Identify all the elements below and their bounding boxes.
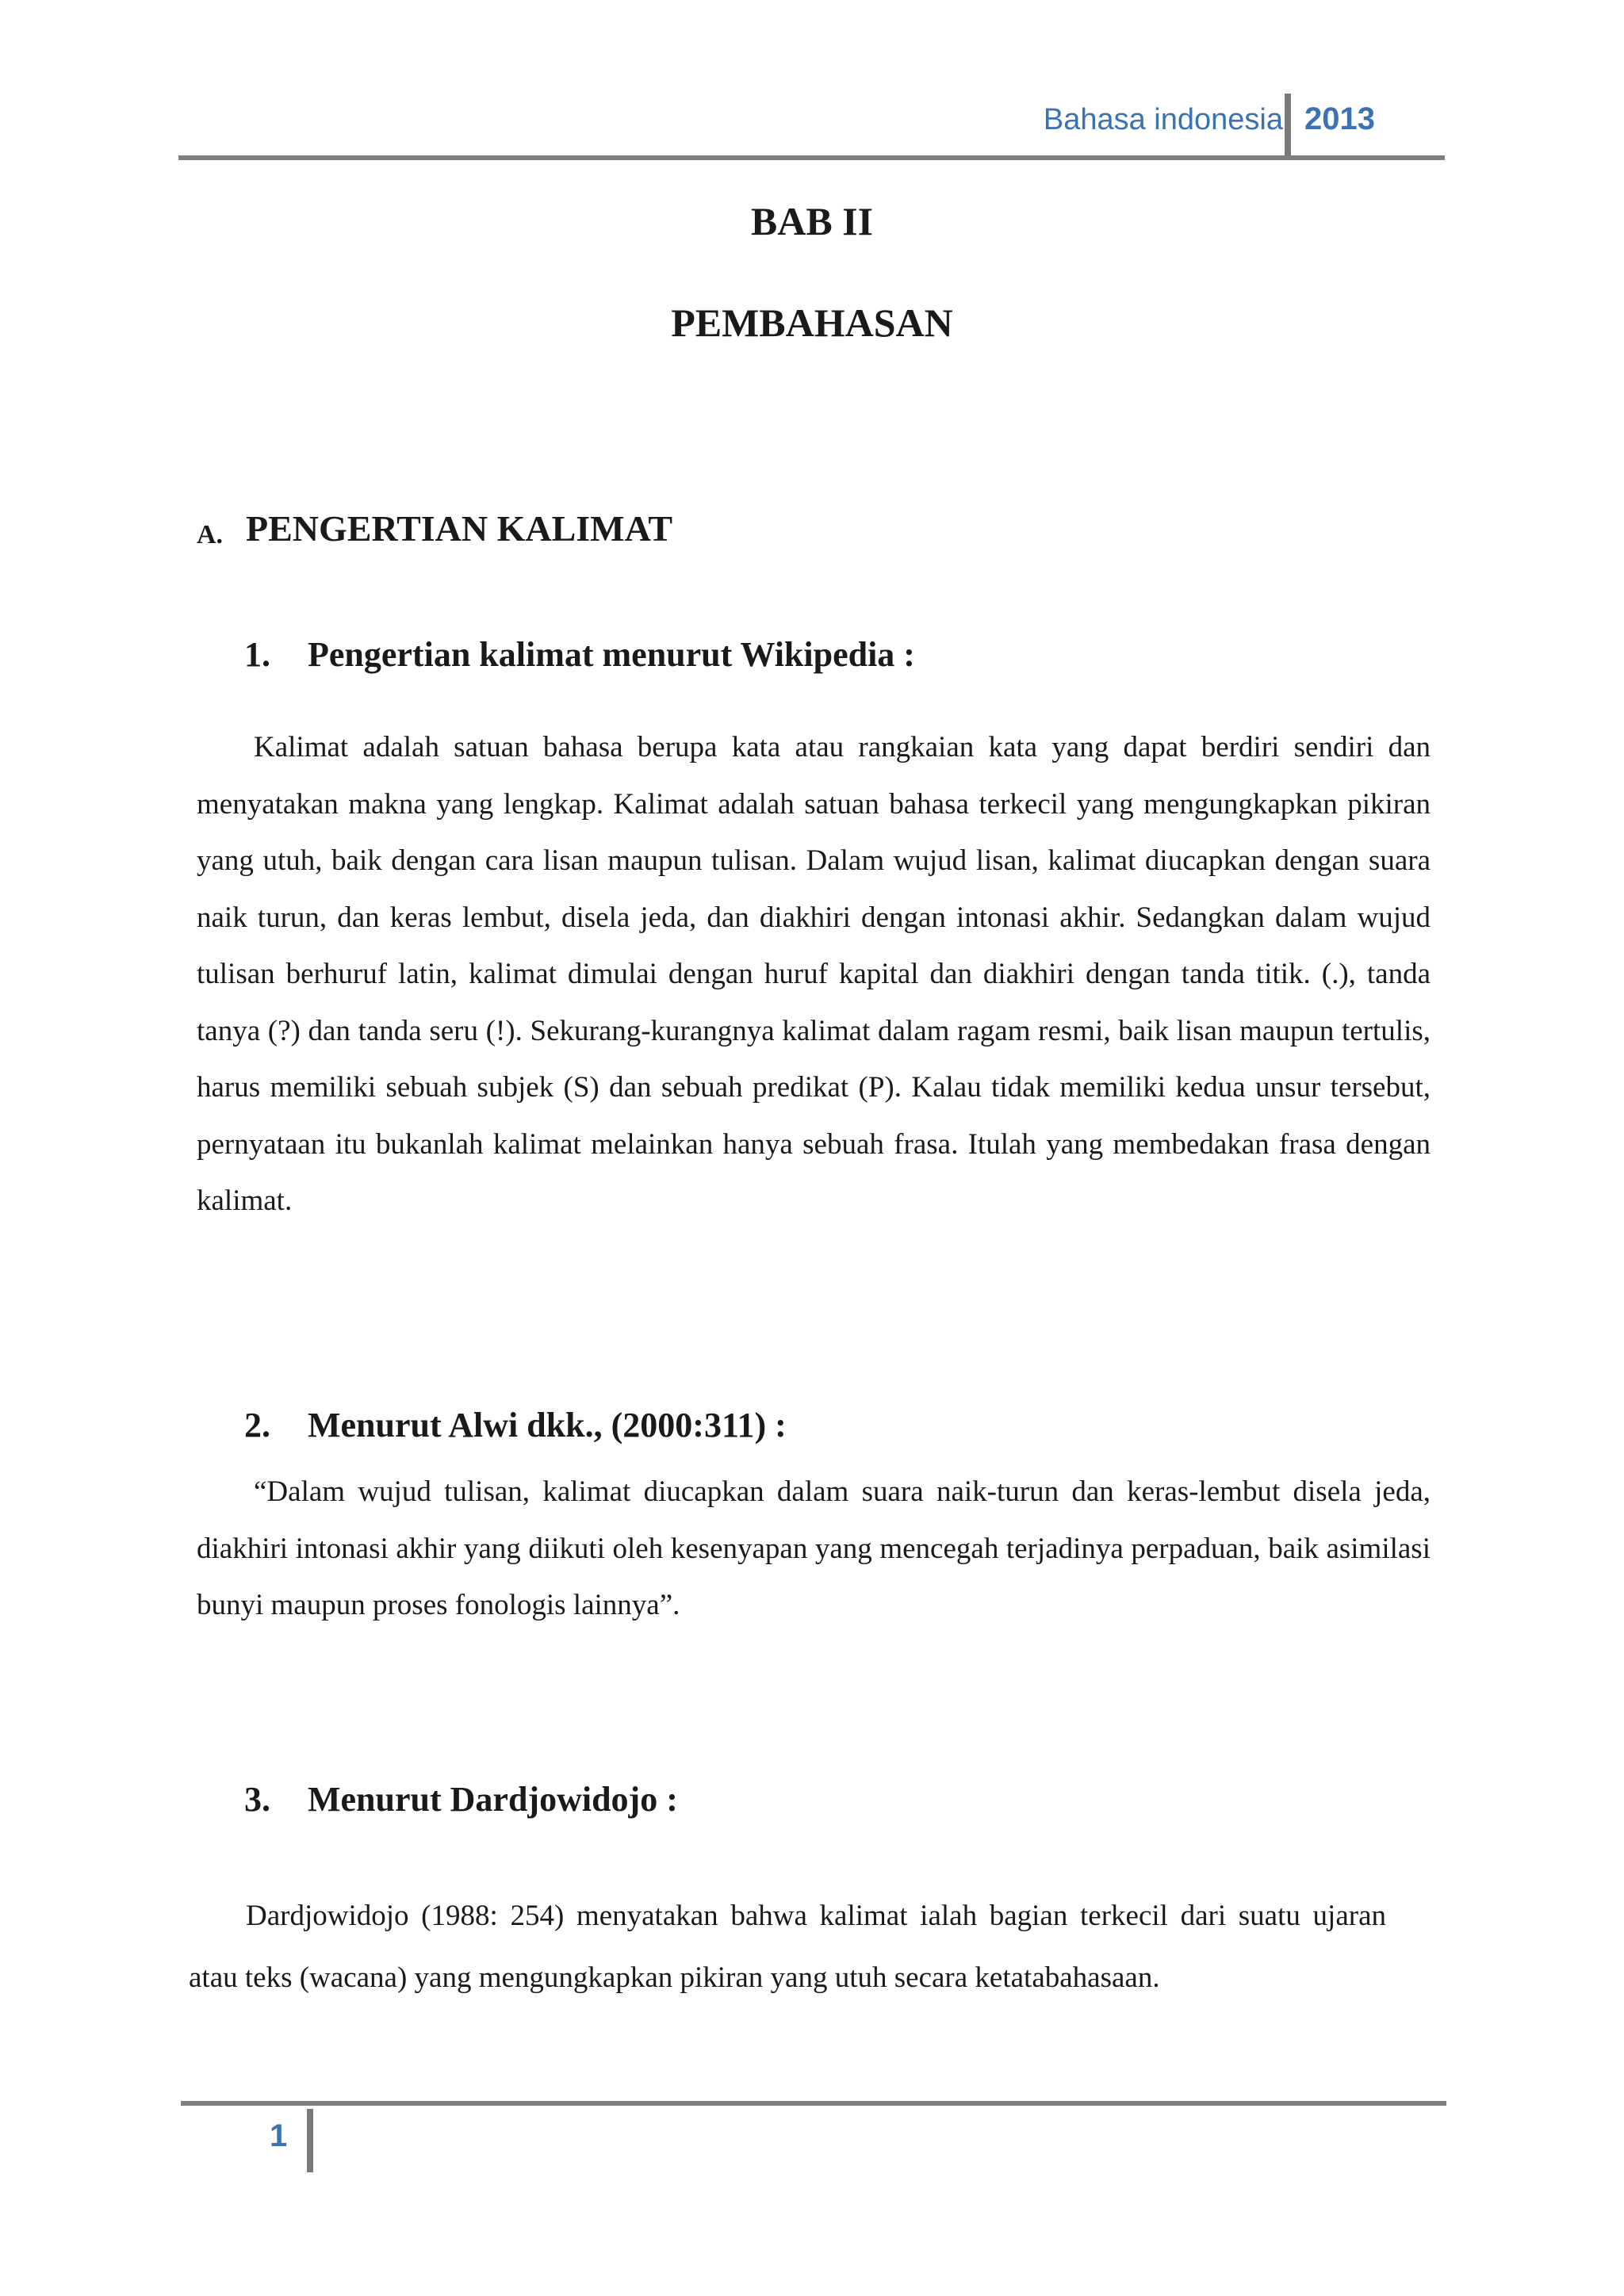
section-letter: A.: [197, 520, 224, 549]
header-rule: [178, 155, 1445, 160]
chapter-title: PEMBAHASAN: [671, 300, 953, 345]
subsection-1-paragraph: Kalimat adalah satuan bahasa berupa kata atau rangkaian kata yang dapat berdiri sendiri dan menyatakan makna yang lengkap. Kalimat adalah satuan bahasa terkecil yang mengungkapkan pikiran yang utuh, baik dengan cara lisan maupun tulisan. Dalam wujud lisan, kalimat diucapkan dengan suara naik turun, dan keras lembut, disela jeda, dan diakhiri dengan intonasi akhir. Sedangkan dalam wujud tulisan berhuruf latin, kalimat dimulai dengan huruf kapital dan diakhiri dengan tanda titik. (.), tanda tanya (?) dan tanda seru (!). Sekurang-kurangnya kalimat dalam ragam resmi, baik lisan maupun tertulis, harus memiliki sebuah subjek (S) dan sebuah predikat (P). Kalau tidak memiliki kedua unsur tersebut, pernyataan itu bukanlah kalimat melainkan hanya sebuah frasa. Itulah yang membedakan frasa dengan kalimat.: [197, 731, 1431, 1217]
subsection-1-number: 1.: [244, 635, 270, 674]
chapter-number: BAB II: [750, 199, 874, 243]
header-year: 2013: [1304, 101, 1375, 136]
section-title: PENGERTIAN KALIMAT: [246, 508, 673, 549]
page-number: 1: [270, 2118, 288, 2153]
subsection-3-number: 3.: [244, 1780, 270, 1819]
subsection-2-title: Menurut Alwi dkk., (2000:311) :: [308, 1406, 787, 1445]
header-divider: [1285, 94, 1291, 157]
subsection-2-number: 2.: [244, 1406, 270, 1445]
header-course-title: Bahasa indonesia: [1043, 103, 1283, 136]
subsection-3-title: Menurut Dardjowidojo :: [308, 1780, 678, 1819]
subsection-2-paragraph: “Dalam wujud tulisan, kalimat diucapkan dalam suara naik-turun dan keras-lembut disela jeda, diakhiri intonasi akhir yang diikuti oleh kesenyapan yang mencegah terjadinya perpaduan, baik asimilasi bunyi maupun proses fonologis lainnya”.: [197, 1475, 1431, 1621]
footer-divider: [307, 2109, 313, 2172]
subsection-3-paragraph: Dardjowidojo (1988: 254) menyatakan bahwa kalimat ialah bagian terkecil dari suatu ujaran atau teks (wacana) yang mengungkapkan pikiran yang utuh secara ketatabahasaan.: [189, 1900, 1386, 1994]
footer-rule: [181, 2101, 1446, 2106]
subsection-1-title: Pengertian kalimat menurut Wikipedia :: [308, 635, 915, 674]
